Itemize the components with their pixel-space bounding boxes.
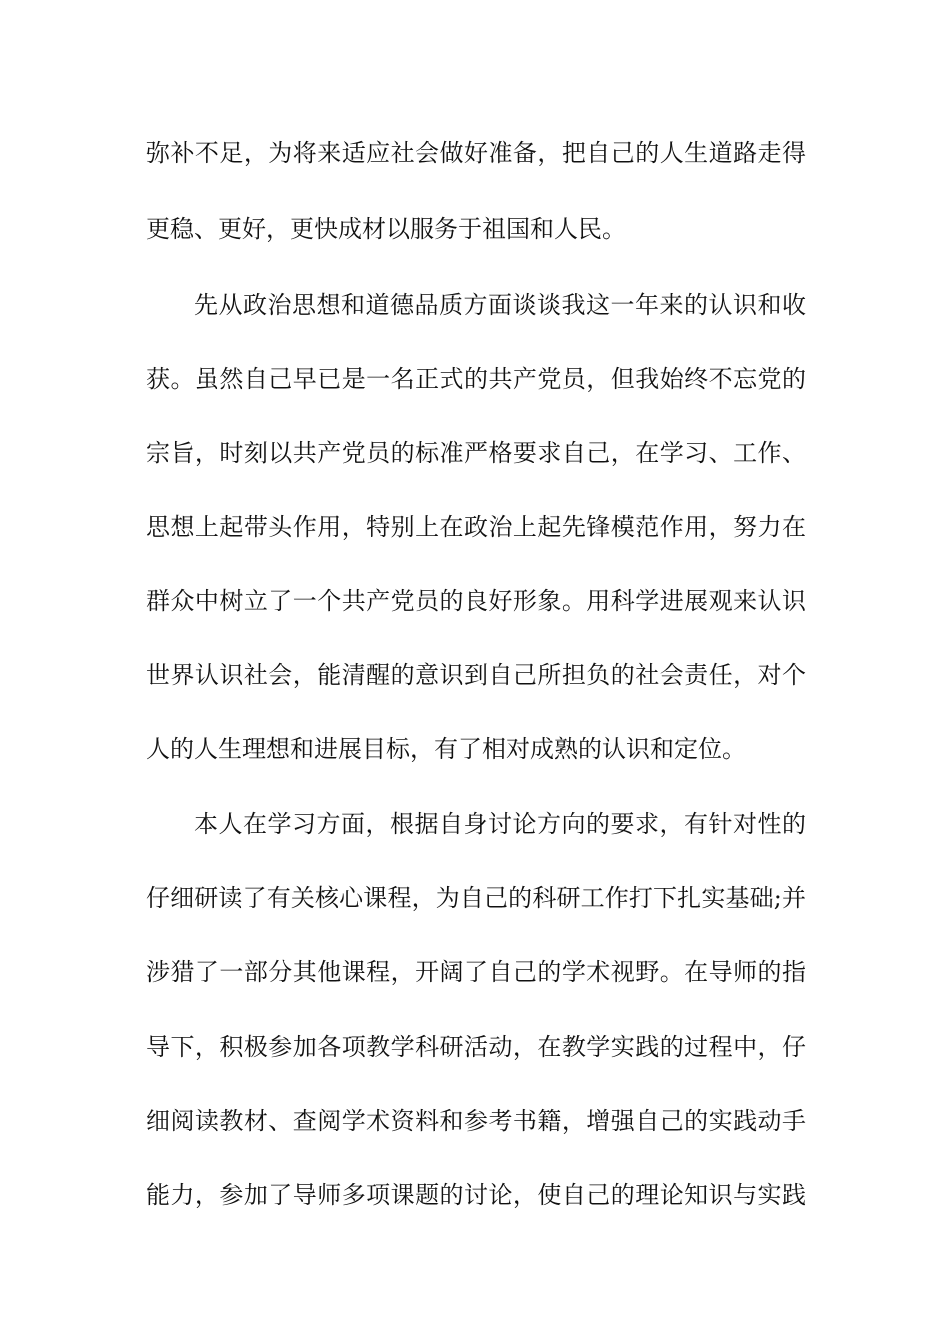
paragraph-line: 仔细研读了有关核心课程，为自己的科研工作打下扎实基础;并 bbox=[146, 884, 806, 912]
paragraph-line: 更稳、更好，更快成材以服务于祖国和人民。 bbox=[146, 215, 626, 243]
paragraph-line: 宗旨，时刻以共产党员的标准严格要求自己，在学习、工作、 bbox=[146, 439, 806, 467]
paragraph-line: 弥补不足，为将来适应社会做好准备，把自己的人生道路走得 bbox=[146, 139, 806, 167]
paragraph-line: 群众中树立了一个共产党员的良好形象。用科学进展观来认识 bbox=[146, 587, 806, 615]
paragraph-line: 细阅读教材、查阅学术资料和参考书籍，增强自己的实践动手 bbox=[146, 1107, 806, 1135]
paragraph-line: 涉猎了一部分其他课程，开阔了自己的学术视野。在导师的指 bbox=[146, 958, 806, 986]
paragraph-line: 先从政治思想和道德品质方面谈谈我这一年来的认识和收 bbox=[194, 291, 806, 319]
paragraph-line: 思想上起带头作用，特别上在政治上起先锋模范作用，努力在 bbox=[146, 513, 806, 541]
paragraph-line: 本人在学习方面，根据自身讨论方向的要求，有针对性的 bbox=[194, 810, 806, 838]
paragraph-line: 导下，积极参加各项教学科研活动，在教学实践的过程中，仔 bbox=[146, 1033, 806, 1061]
paragraph-line: 人的人生理想和进展目标，有了相对成熟的认识和定位。 bbox=[146, 735, 746, 763]
paragraph-line: 世界认识社会，能清醒的意识到自己所担负的社会责任，对个 bbox=[146, 661, 806, 689]
paragraph-line: 获。虽然自己早已是一名正式的共产党员，但我始终不忘党的 bbox=[146, 365, 806, 393]
paragraph-line: 能力，参加了导师多项课题的讨论，使自己的理论知识与实践 bbox=[146, 1181, 806, 1209]
